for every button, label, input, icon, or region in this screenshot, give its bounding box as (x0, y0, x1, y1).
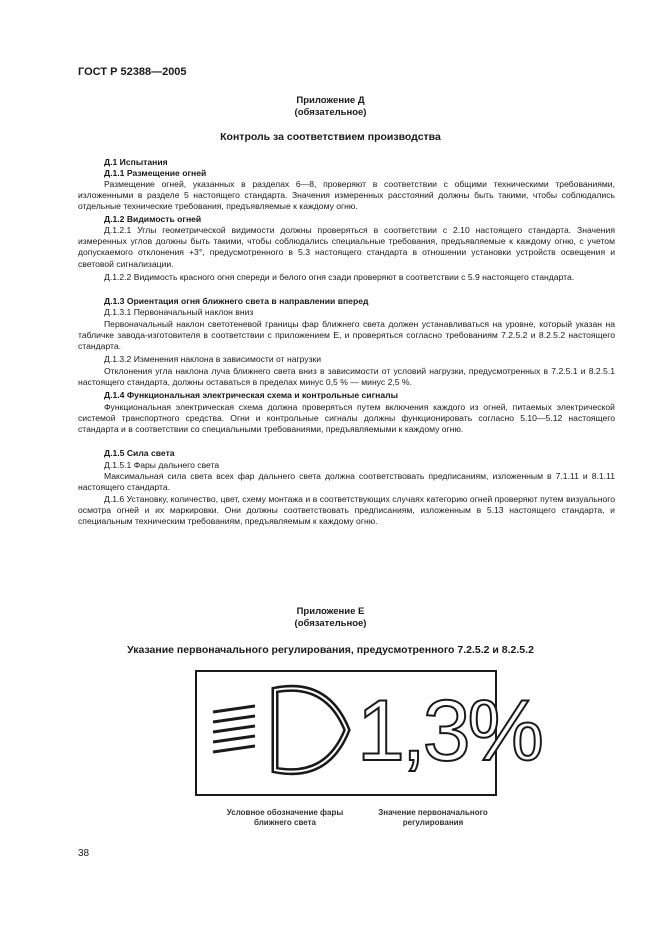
section-d1-3-2: Д.1.3.2 Изменения наклона в зависимости от нагрузки (104, 354, 322, 364)
section-d1-3-1: Д.1.3.1 Первоначальный наклон вниз (104, 307, 254, 317)
annex-e-heading: Указание первоначального регулирования, предусмотренного 7.2.5.2 и 8.2.5.2 (127, 644, 534, 656)
caption-aim-value: Значение первоначального регулирования (378, 808, 488, 827)
paragraph-d1-5-1: Максимальная сила света всех фар дальнего света должна соответствовать предписаниям, изложенным в 7.1.11 и 8.1.11 настоящего стандарта. (78, 471, 615, 493)
light-rays-icon (213, 706, 255, 752)
paragraph-d1-6: Д.1.6 Установку, количество, цвет, схему монтажа и в соответствующих случаях категорию огней проверяют путем визуального осмотра огней и их маркировки. Они должны соответствовать предписаниям, изложенным в 5.13 настоящего стандарта, и специальным техническим требованиям, предъявляемым к каждому огню. (78, 494, 615, 527)
paragraph-d1-3-2: Отклонения угла наклона луча ближнего света вниз в зависимости от условий нагрузки, предусмотренных в 7.2.5.1 и 8.2.5.1 настоящего стандарта, должны оставаться в пределах минус 0,5 % — минус 2,5 %. (78, 366, 615, 388)
headlamp-aim-figure (195, 670, 542, 796)
section-d1-1: Д.1.1 Размещение огней (104, 168, 207, 178)
paragraph-d1-2-1: Д.1.2.1 Углы геометрической видимости должны проверяться в соответствии с 2.10 настоящего стандарта. Значения измеренных углов должны быть такими, чтобы соблюдались специальные требования, предъявляемые к каждому огню, с учетом допускаемого отклонения +3°, предусмотренного в 5.3 настоящего стандарта в отношении установки устройств освещения и световой сигнализации. (78, 225, 615, 269)
paragraph-d1-1: Размещение огней, указанных в разделах 6—8, проверяют в соответствии с общими техническими требованиями, изложенными в разделе 5 настоящего стандарта. Значения измеренных расстояний должны быть такими, чтобы соблюдались отдельные технические требования, предъявляемые к каждому огню. (78, 179, 615, 212)
caption-headlamp-symbol: Условное обозначение фары ближнего света (226, 808, 344, 827)
section-d1-4: Д.1.4 Функциональная электрическая схема и контрольные сигналы (104, 390, 398, 400)
paragraph-d1-3-1: Первоначальный наклон светотеневой границы фар ближнего света должен устанавливаться на уровне, который указан на табличке завода-изготовителя в соответствии с приложением Е, и проверяться согласно требованиям 7.2.5.2 и 8.2.5.2 настоящего стандарта. (78, 319, 615, 352)
section-d1-3: Д.1.3 Ориентация огня ближнего света в направлении вперед (104, 296, 369, 306)
page-number: 38 (78, 848, 90, 859)
annex-e-title: Приложение Е (296, 606, 365, 617)
section-d1-2: Д.1.2 Видимость огней (104, 214, 202, 224)
section-d1: Д.1 Испытания (104, 157, 168, 167)
annex-d-title: Приложение Д (296, 95, 365, 106)
document-header: ГОСТ Р 52388—2005 (78, 66, 187, 78)
annex-d-status: (обязательное) (294, 107, 367, 118)
annex-d-heading: Контроль за соответствием производства (220, 131, 441, 143)
annex-e-status: (обязательное) (294, 618, 367, 629)
paragraph-d1-4: Функциональная электрическая схема должна проверяться путем включения каждого из огней, питаемых электрической системой транспортного средства. Огни и контрольные сигналы должны функционировать согласно 5.10—5.12 настоящего стандарта и в соответствии со специальными требованиями, предъявляемыми к каждому огню. (78, 402, 615, 435)
section-d1-5-1: Д.1.5.1 Фары дальнего света (104, 460, 220, 470)
section-d1-5: Д.1.5 Сила света (104, 448, 175, 458)
paragraph-d1-2-2: Д.1.2.2 Видимость красного огня спереди и белого огня сзади проверяют в соответствии с 5.9 настоящего стандарта. (104, 272, 575, 282)
initial-aim-value: 1,3% (357, 683, 542, 779)
